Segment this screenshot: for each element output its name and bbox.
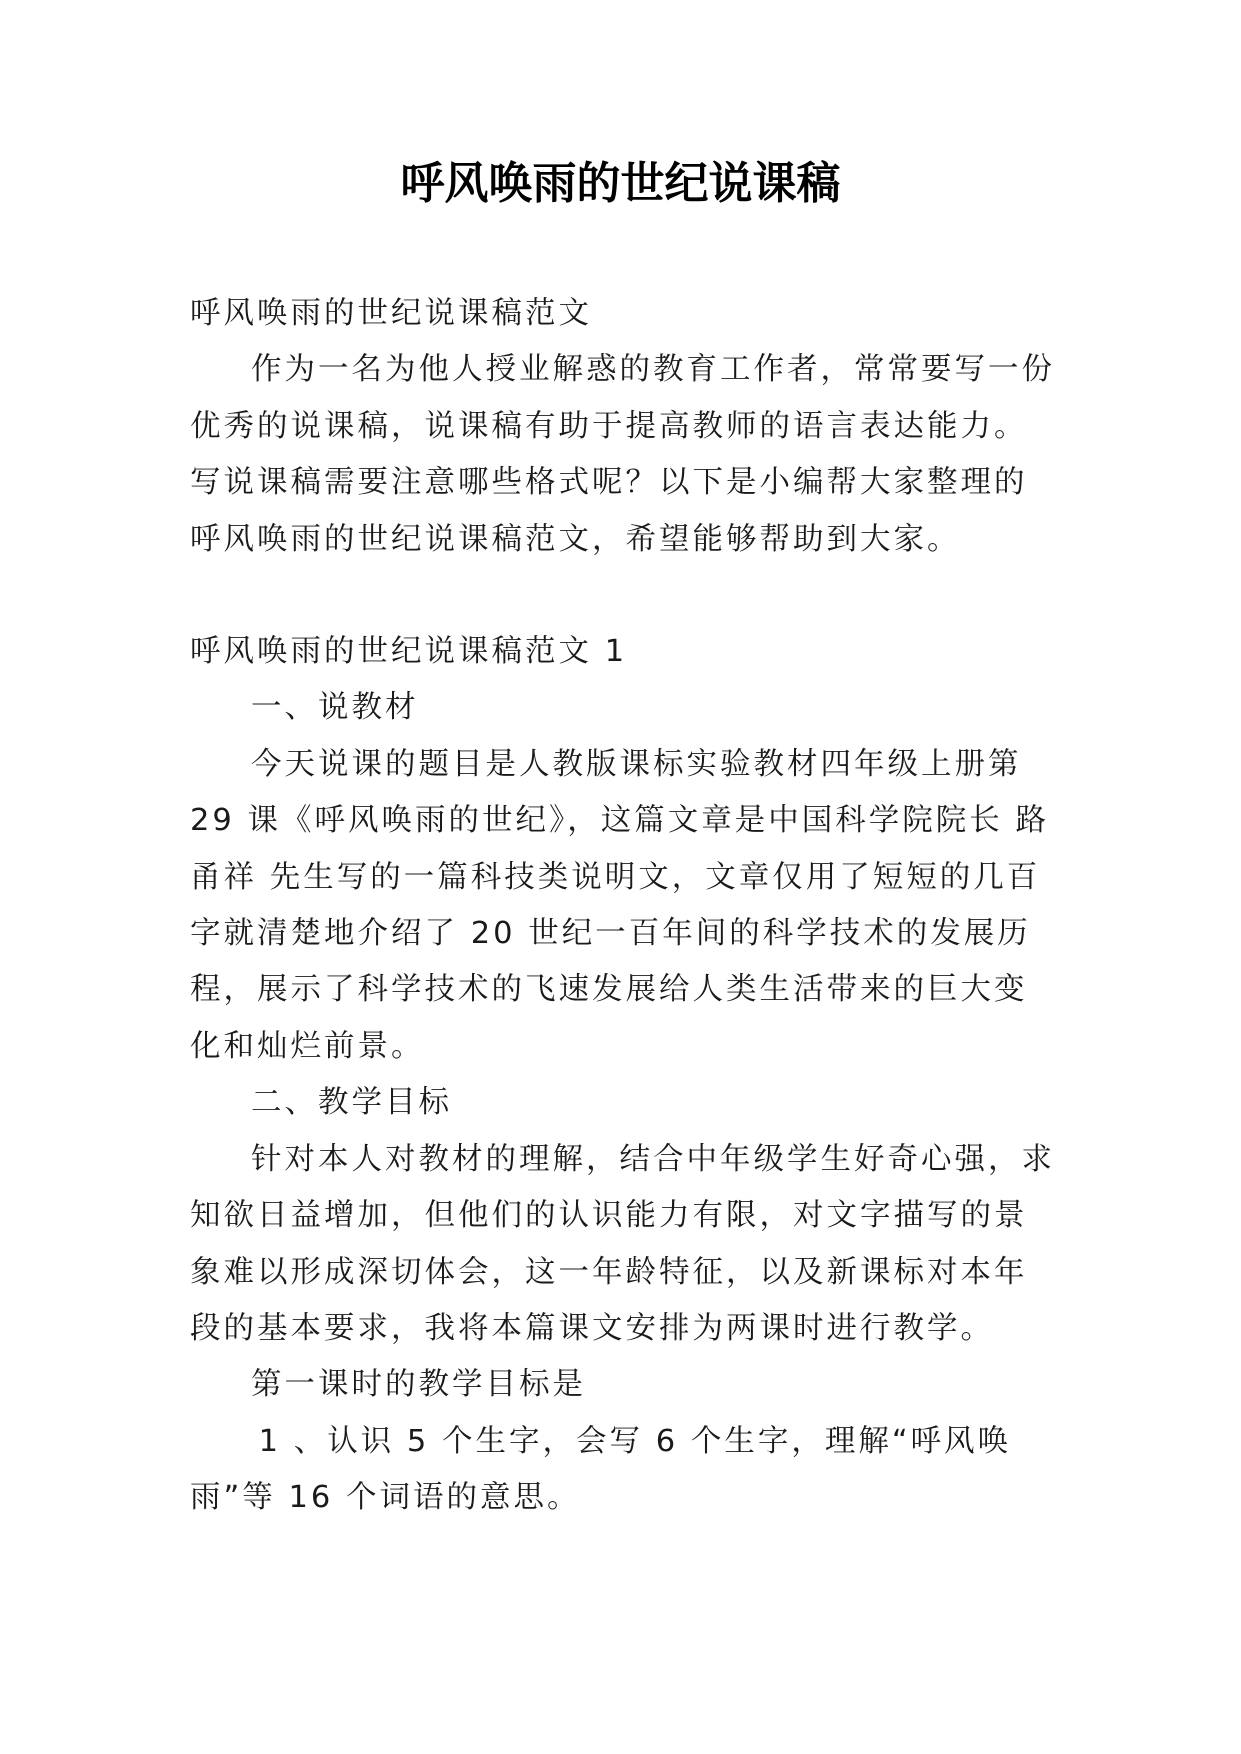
document-body bbox=[190, 286, 1060, 1527]
goal-item-1: 1 、认识 5 个生字，会写 6 个生字，理解“呼风唤雨”等 16 个词语的意思。 bbox=[190, 1423, 1012, 1516]
first-lesson-goals-label: 第一课时的教学目标是 bbox=[251, 1367, 586, 1403]
intro-paragraph: 作为一名为他人授业解惑的教育工作者，常常要写一份优秀的说课稿，说课稿有助于提高教师的语言表达能力。写说课稿需要注意哪些格式呢？以下是小编帮大家整理的呼风唤雨的世纪说课稿范文，希望能够帮助到大家。 bbox=[190, 352, 1055, 557]
section-title: 呼风唤雨的世纪说课稿范文 1 bbox=[190, 634, 628, 670]
document-title: 呼风唤雨的世纪说课稿 bbox=[400, 158, 841, 209]
textbook-paragraph: 今天说课的题目是人教版课标实验教材四年级上册第 29 课《呼风唤雨的世纪》，这篇文章是中国科学院院长 路甬祥 先生写的一篇科技类说明文，文章仅用了短短的几百字就清楚地介绍了 20 世纪一百年间的科学技术的发展历程，展示了科学技术的飞速发展给人类生活带来的巨大变化和灿烂前景。 bbox=[190, 746, 1049, 1064]
document-subtitle: 呼风唤雨的世纪说课稿范文 bbox=[190, 296, 592, 331]
heading-teaching-goals: 二、教学目标 bbox=[251, 1085, 452, 1121]
teaching-goals-paragraph: 针对本人对教材的理解，结合中年级学生好奇心强，求知欲日益增加，但他们的认识能力有限，对文字描写的景象难以形成深切体会，这一年龄特征，以及新课标对本年段的基本要求，我将本篇课文安排为两课时进行教学。 bbox=[190, 1141, 1055, 1346]
heading-textbook: 一、说教材 bbox=[251, 690, 419, 726]
